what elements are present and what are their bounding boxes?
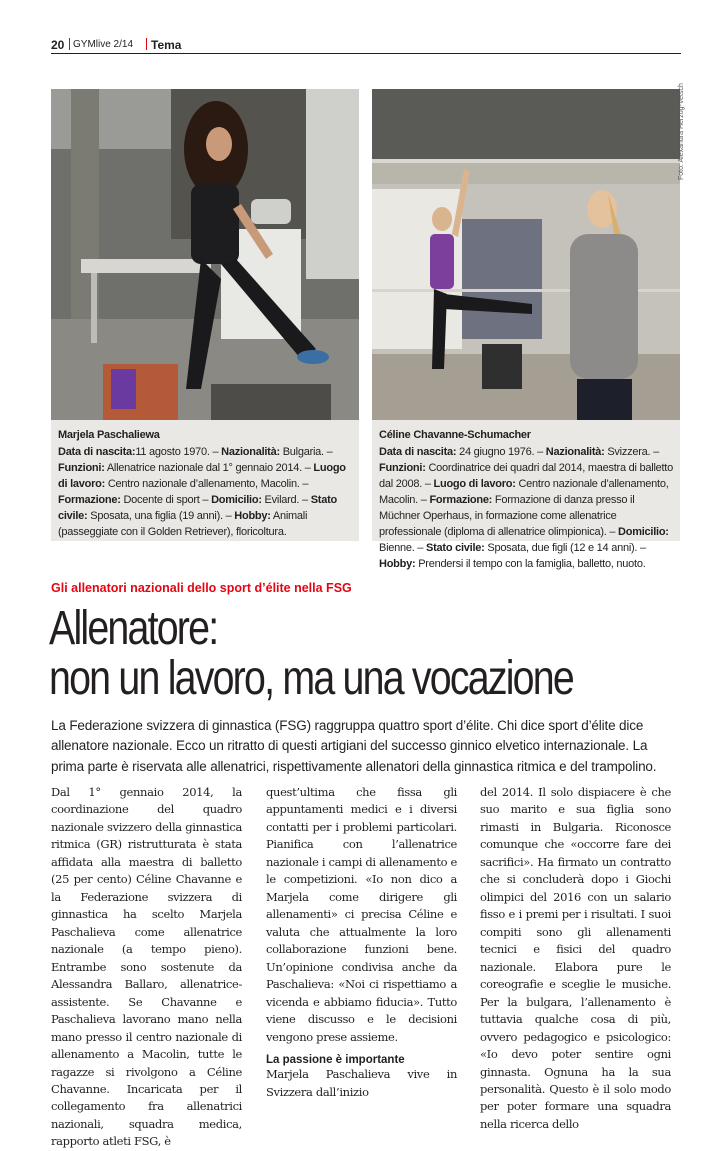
label-home: Domicilio: [618, 526, 669, 539]
profile-name: Marjela Paschaliewa [58, 429, 160, 441]
value-birth: 11 agosto 1970. – [135, 446, 219, 459]
profile-box-celine [372, 420, 680, 571]
label-role: Funzioni: [379, 462, 426, 475]
value-home: Evilard. – [264, 494, 308, 507]
value-role: Allenatrice nazionale dal 1° gennaio 2014. – [106, 462, 311, 475]
value-civil: Sposata, due figli (12 e 14 anni). – [487, 542, 646, 555]
body-paragraph: del 2014. Il solo dispiacere è che suo marito e sua figlia sono rimasti in Bulgaria. Riconosce comunque che «occorre fare dei sacrifici». Ha firmato un contratto che si concluderà dopo i Giochi olimpici del 2016 con un salario fisso e i premi per i risultati. I suoi compiti sono gli allenamenti tecnici e fisici del quadro nazionale. Elabora pure le coreografie e sceglie le musiche. Per la bulgara, l’allenamento è tuttavia qualche cosa di più, ovvero pedagogico e psicologico: «Io devo poter sentire ogni ginnasta. Ognuna ha la sua personalità. Questo è il solo modo per poter formare una squadra nella ricerca dello [480, 785, 671, 1131]
magazine-issue: GYMlive 2/14 [73, 39, 134, 50]
label-nationality: Nazionalità: [545, 446, 605, 459]
value-birth: 24 giugno 1976. – [459, 446, 543, 459]
body-subheading: La passione è importante [266, 1054, 405, 1067]
body-column-2 [266, 784, 457, 1101]
label-training: Formazione: [429, 494, 493, 507]
value-role: Coordinatrice dei quadri dal 2014, maestra di balletto dal 2008. – [379, 462, 673, 491]
photo-celine [372, 89, 680, 420]
header-divider [69, 38, 70, 50]
header-divider [146, 38, 147, 50]
value-work: Centro nazionale d’allenamento, Macolin. – [107, 478, 309, 491]
label-hobby: Hobby: [234, 510, 271, 523]
label-work: Luogo di lavoro: [58, 462, 346, 491]
label-nationality: Nazionalità: [221, 446, 280, 459]
value-home: Bienne. – [379, 542, 424, 555]
label-civil: Stato civile: [58, 494, 337, 523]
label-home: Domicilio: [211, 494, 262, 507]
label-birth: Data di nascita: [58, 446, 136, 459]
body-column-1 [51, 784, 242, 1151]
photo-marjela [51, 89, 359, 420]
label-civil: Stato civile: [426, 542, 485, 555]
value-training: Docente di sport – [123, 494, 209, 507]
body-paragraph: Marjela Paschalieva vive in Svizzera dall’inizio [266, 1067, 457, 1099]
value-civil: Sposata, una figlia (19 anni). – [90, 510, 232, 523]
profile-name: Céline Chavanne-Schumacher [379, 429, 531, 441]
profile-box-marjela [51, 420, 359, 541]
photo-credit: Foto: Alexandra Herzog-Vetsch [678, 83, 685, 180]
header-rule [51, 53, 681, 54]
label-hobby: Hobby: [379, 558, 416, 571]
body-paragraph: quest’ultima che fissa gli appuntamenti medici e i diversi contatti per i problemi particolari. Pianifica con l’allenatrice nazionale i campi di allenamento e le competizioni. «Io non dico a Marjela come dirigere gli allenamenti» ci precisa Céline e valuta che attualmente la loro collaborazione funzioni bene. Un’opinione condivisa anche da Paschalieva: «Noi ci rispettiamo a vicenda e abbiamo fiducia». Tutto viene discusso e le decisioni vengono prese assieme. [266, 785, 457, 1044]
label-training: Formazione: [58, 494, 121, 507]
page-header [51, 36, 681, 56]
value-hobby: Animali (passeggiate con il Golden Retriever), floricoltura. [58, 510, 308, 539]
value-training: Formazione di danza presso il Müchner Operhaus, in formazione come allenatrice professionale (diploma di allenatrice olimpionica). – [379, 494, 635, 539]
label-birth: Data di nascita: [379, 446, 457, 459]
label-role: Funzioni: [58, 462, 105, 475]
article-kicker: Gli allenatori nazionali dello sport d’élite nella FSG [51, 581, 352, 595]
body-column-3 [480, 784, 671, 1133]
article-lead: La Federazione svizzera di ginnastica (FSG) raggruppa quattro sport d’élite. Chi dice sport d’élite dice allenatore nazionale. Ecco un ritratto di questi artigiani del successo ginnico elvetico internazionale. La prima parte è riservata alle allenatrici, rispettivamente allenatori della ginnastica ritmica e del trampolino. [51, 718, 657, 774]
article-headline [49, 604, 574, 704]
body-paragraph: Dal 1° gennaio 2014, la coordinazione del quadro nazionale svizzero della ginnastica ritmica (GR) ristrutturata è stata affidata alla maestra di balletto (25 per cento) Céline Chavanne e la Federazione svizzera di ginnastica ha scelto Marjela Paschalieva come allenatrice nazionale (a tempo pieno). Entrambe sono sostenute da Alessandra Ballaro, allenatrice-assistente. Se Chavanne e Paschalieva lavorano mano nella mano presso il centro nazionale di allenamento a Macolin, tutte le ragazze si rivolgono a Céline Chavanne. Incaricata per il collegamento fra allenatrici nazionali, squadra medica, rapporto atleti FSG, è [51, 785, 242, 1149]
headline-line-1: Allenatore: [49, 602, 218, 655]
page-number: 20 [51, 38, 65, 52]
label-work: Luogo di lavoro: [433, 478, 516, 491]
value-nationality: Bulgaria. – [282, 446, 333, 459]
value-hobby: Prendersi il tempo con la famiglia, balletto, nuoto. [418, 558, 646, 571]
value-nationality: Svizzera. – [607, 446, 659, 459]
value-work: Centro nazionale d’allenamento, Macolin. – [379, 478, 669, 507]
section-title: Tema [151, 38, 182, 52]
headline-line-2: non un lavoro, ma una vocazione [49, 651, 573, 705]
